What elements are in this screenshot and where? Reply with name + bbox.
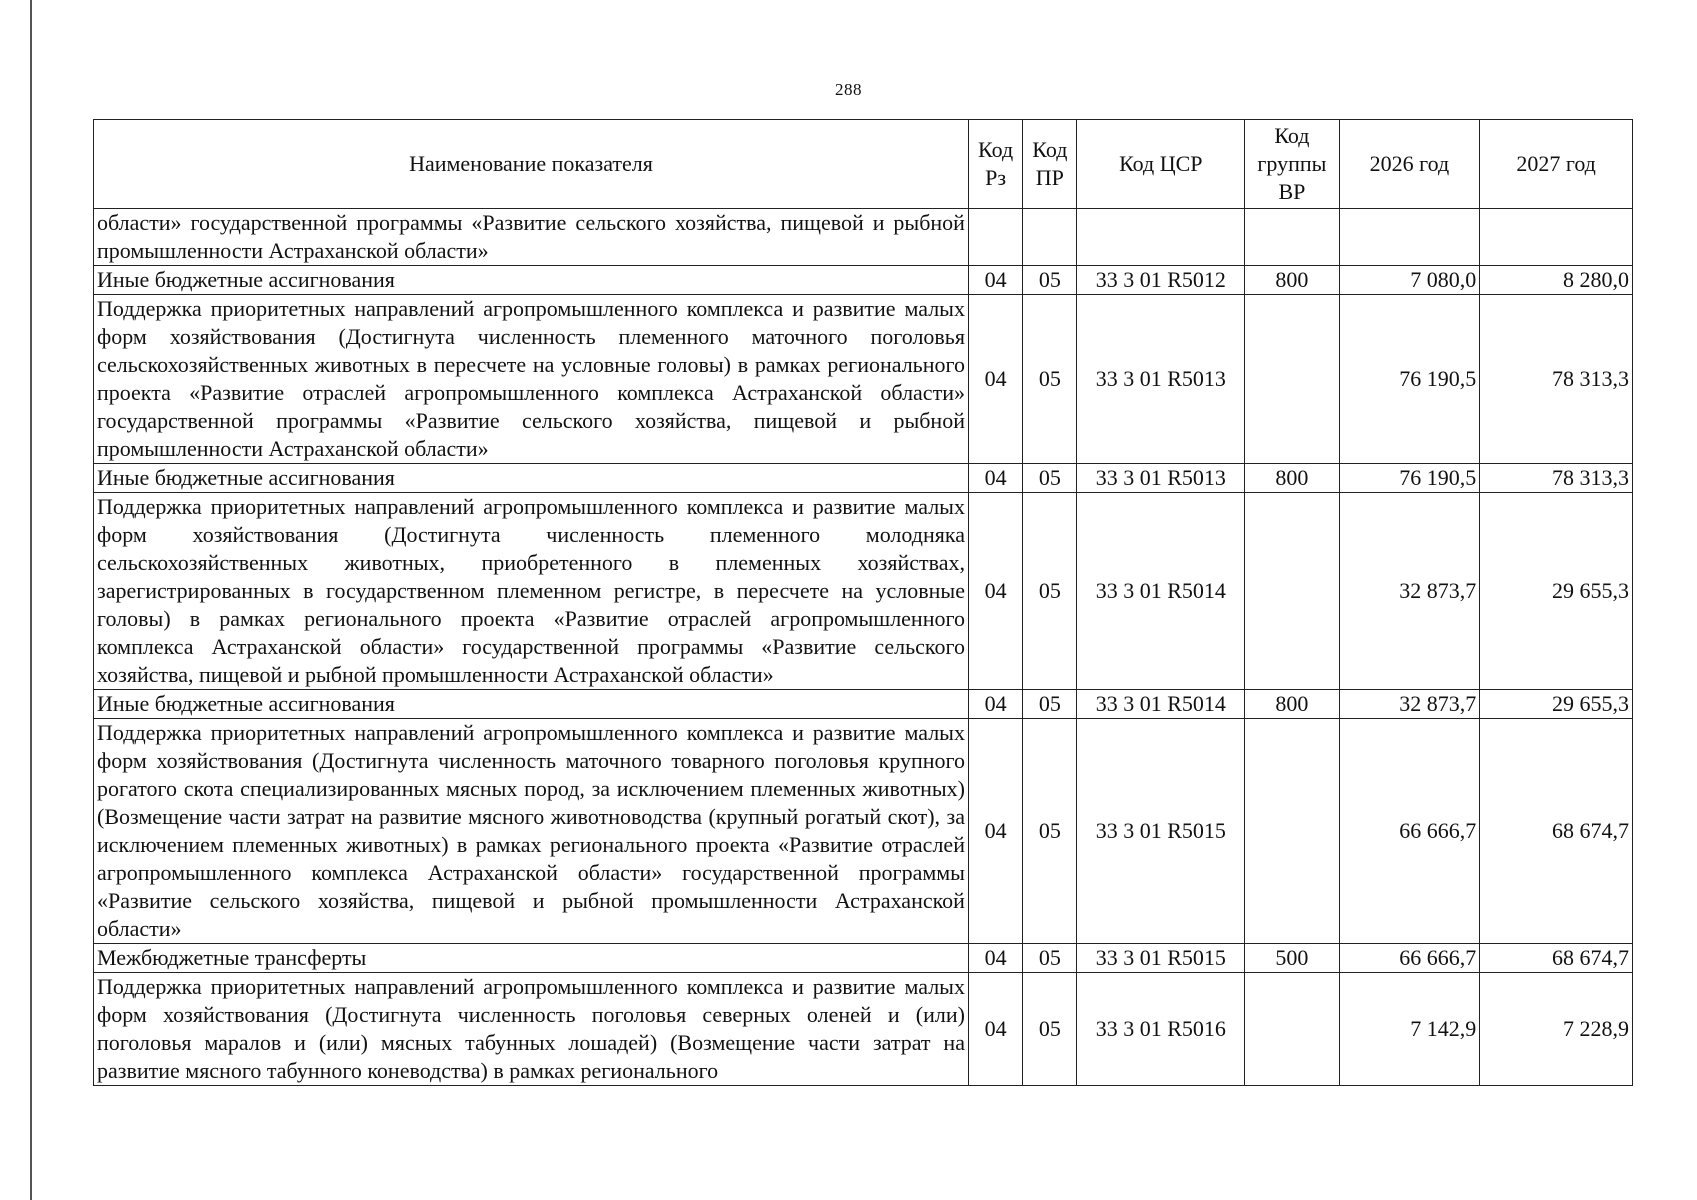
row-vr: 800 — [1245, 690, 1339, 719]
row-name: Межбюджетные трансферты — [94, 944, 969, 973]
header-vr: Код группы ВР — [1245, 120, 1339, 209]
row-csr: 33 3 01 R5014 — [1077, 690, 1245, 719]
margin-rule — [30, 0, 32, 1200]
page-number: 288 — [835, 80, 862, 99]
row-rz — [968, 209, 1022, 266]
row-vr: 800 — [1245, 464, 1339, 493]
row-2027: 8 280,0 — [1480, 266, 1633, 295]
table-row — [94, 266, 1633, 295]
row-pr: 05 — [1023, 464, 1077, 493]
row-name: области» государственной программы «Развитие сельского хозяйства, пищевой и рыбной промышленности Астраханской области» — [94, 209, 969, 266]
row-name: Иные бюджетные ассигнования — [94, 464, 969, 493]
row-2027: 78 313,3 — [1480, 295, 1633, 464]
row-rz: 04 — [968, 973, 1022, 1086]
row-vr — [1245, 493, 1339, 690]
row-name: Иные бюджетные ассигнования — [94, 690, 969, 719]
row-csr: 33 3 01 R5013 — [1077, 464, 1245, 493]
row-2027: 29 655,3 — [1480, 690, 1633, 719]
row-pr: 05 — [1023, 719, 1077, 944]
row-csr: 33 3 01 R5014 — [1077, 493, 1245, 690]
row-2026 — [1339, 209, 1480, 266]
row-rz: 04 — [968, 690, 1022, 719]
row-csr: 33 3 01 R5013 — [1077, 295, 1245, 464]
row-vr — [1245, 719, 1339, 944]
row-pr — [1023, 209, 1077, 266]
row-pr: 05 — [1023, 295, 1077, 464]
row-csr: 33 3 01 R5015 — [1077, 944, 1245, 973]
budget-table — [93, 119, 1633, 1086]
row-2026: 66 666,7 — [1339, 944, 1480, 973]
row-vr — [1245, 295, 1339, 464]
row-name: Иные бюджетные ассигнования — [94, 266, 969, 295]
row-pr: 05 — [1023, 266, 1077, 295]
header-csr: Код ЦСР — [1077, 120, 1245, 209]
table-row — [94, 690, 1633, 719]
table-row — [94, 973, 1633, 1086]
row-2027: 78 313,3 — [1480, 464, 1633, 493]
row-2026: 7 080,0 — [1339, 266, 1480, 295]
row-vr — [1245, 973, 1339, 1086]
row-pr: 05 — [1023, 493, 1077, 690]
header-2027: 2027 год — [1480, 120, 1633, 209]
row-csr: 33 3 01 R5015 — [1077, 719, 1245, 944]
row-csr: 33 3 01 R5016 — [1077, 973, 1245, 1086]
row-2026: 76 190,5 — [1339, 295, 1480, 464]
row-rz: 04 — [968, 266, 1022, 295]
row-csr: 33 3 01 R5012 — [1077, 266, 1245, 295]
row-name: Поддержка приоритетных направлений агропромышленного комплекса и развитие малых форм хозяйствования (Достигнута численность поголовья северных оленей и (или) поголовья маралов и (или) мясных табунных лошадей) (Возмещение части затрат на развитие мясного табунного коневодства) в рамках регионального — [94, 973, 969, 1086]
row-vr — [1245, 209, 1339, 266]
table-row — [94, 719, 1633, 944]
row-rz: 04 — [968, 719, 1022, 944]
row-2026: 7 142,9 — [1339, 973, 1480, 1086]
row-2026: 32 873,7 — [1339, 493, 1480, 690]
row-pr: 05 — [1023, 973, 1077, 1086]
table-row — [94, 944, 1633, 973]
table-row — [94, 464, 1633, 493]
row-2026: 32 873,7 — [1339, 690, 1480, 719]
table-row — [94, 295, 1633, 464]
row-2027: 68 674,7 — [1480, 719, 1633, 944]
header-pr: Код ПР — [1023, 120, 1077, 209]
row-2026: 66 666,7 — [1339, 719, 1480, 944]
row-pr: 05 — [1023, 944, 1077, 973]
row-name: Поддержка приоритетных направлений агропромышленного комплекса и развитие малых форм хозяйствования (Достигнута численность маточного товарного поголовья крупного рогатого скота специализированных мясных пород, за исключением племенных животных) (Возмещение части затрат на развитие мясного животноводства (крупный рогатый скот), за исключением племенных животных) в рамках регионального проекта «Развитие отраслей агропромышленного комплекса Астраханской области» государственной программы «Развитие сельского хозяйства, пищевой и рыбной промышленности Астраханской области» — [94, 719, 969, 944]
row-vr: 800 — [1245, 266, 1339, 295]
row-2027: 68 674,7 — [1480, 944, 1633, 973]
row-rz: 04 — [968, 944, 1022, 973]
row-pr: 05 — [1023, 690, 1077, 719]
table-row — [94, 493, 1633, 690]
row-2027: 29 655,3 — [1480, 493, 1633, 690]
row-name: Поддержка приоритетных направлений агропромышленного комплекса и развитие малых форм хозяйствования (Достигнута численность племенного маточного поголовья сельскохозяйственных животных в пересчете на условные головы) в рамках регионального проекта «Развитие отраслей агропромышленного комплекса Астраханской области» государственной программы «Развитие сельского хозяйства, пищевой и рыбной промышленности Астраханской области» — [94, 295, 969, 464]
table-header-row — [94, 120, 1633, 209]
row-2027: 7 228,9 — [1480, 973, 1633, 1086]
row-rz: 04 — [968, 295, 1022, 464]
row-rz: 04 — [968, 464, 1022, 493]
row-csr — [1077, 209, 1245, 266]
header-name: Наименование показателя — [94, 120, 969, 209]
row-name: Поддержка приоритетных направлений агропромышленного комплекса и развитие малых форм хозяйствования (Достигнута численность племенного молодняка сельскохозяйственных животных, приобретенного в племенных хозяйствах, зарегистрированных в государственном племенном регистре, в пересчете на условные головы) в рамках регионального проекта «Развитие отраслей агропромышленного комплекса Астраханской области» государственной программы «Развитие сельского хозяйства, пищевой и рыбной промышленности Астраханской области» — [94, 493, 969, 690]
row-rz: 04 — [968, 493, 1022, 690]
header-rz: Код Рз — [968, 120, 1022, 209]
row-vr: 500 — [1245, 944, 1339, 973]
row-2027 — [1480, 209, 1633, 266]
table-row — [94, 209, 1633, 266]
header-2026: 2026 год — [1339, 120, 1480, 209]
row-2026: 76 190,5 — [1339, 464, 1480, 493]
